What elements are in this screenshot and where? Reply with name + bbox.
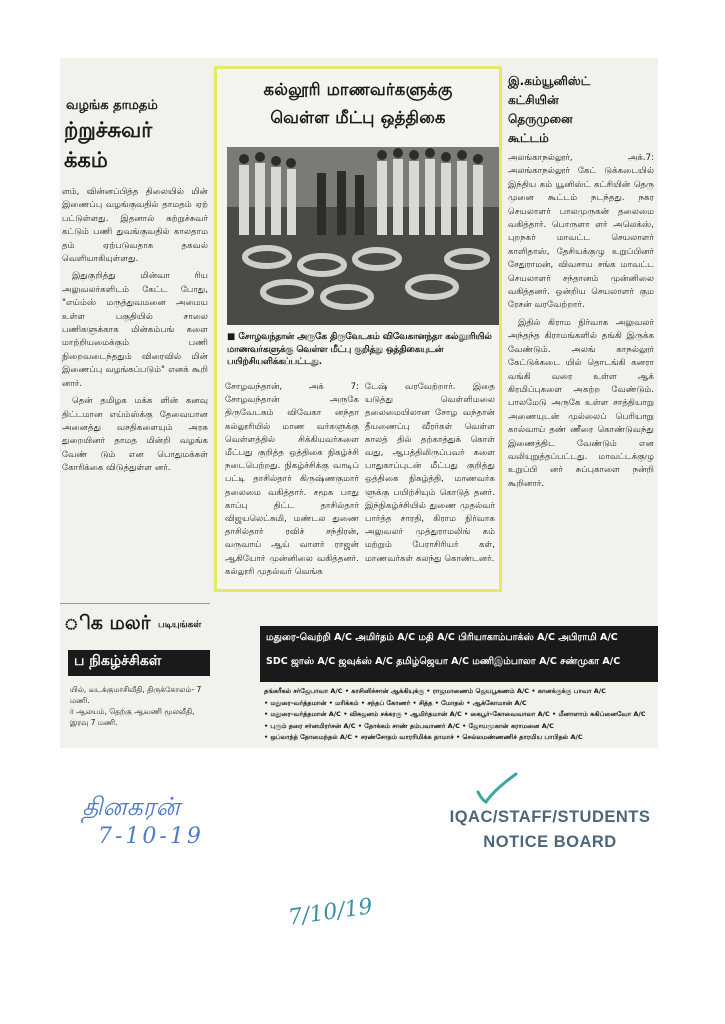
- middle-body-text-1: சோழவந்தான், அக் 7: சோழவந்தான் அருகே திருவேடகம் விவேகா னந்தா கல்லூரியில் மாண வர்களுக்கு வெள்ளத்தில் சிக்கியவர்களை மீட்பது குறித்த ஒத்திகை நிகழ்ச்சி நடைபெற்றது. நிகழ்ச்சிக்கு வாடிப் பட்டி தாசில்தார் கிருஷ்ணகுமார் தலைமை வகித்தார். சமூக பாது காப்பு திட்ட தாசில்தார் விஜயலெட்சுமி, மண்டல துணை தாசில்தார் ரவிச் சந்திரன், வருவாய் ஆய் வாளர் ராஜன் ஆகியோர் முன்னிலை வகித்தனர். கல்லூரி முதல்வர் வெங்க: [225, 382, 359, 577]
- left-article: [60, 58, 210, 748]
- right-headline-line2: கட்சியின்: [508, 93, 559, 107]
- event-line: ர் ஆலயம், தெற்கு ஆவணி மூலவீதி,: [70, 707, 195, 716]
- middle-headline: [217, 79, 499, 129]
- right-headline-line3: தெருமுனை: [508, 112, 573, 126]
- event-line: இரவு 7 மணி.: [70, 718, 118, 727]
- events-header: [68, 650, 210, 676]
- left-headline-line1: ற்றுச்சுவர்: [64, 118, 153, 142]
- photo-caption: [227, 331, 499, 369]
- photo-illustration: [227, 147, 499, 325]
- left-para-3: தென் தமிழக மக்க ளின் கனவு திட்டமான எய்ம்ஸ்க்கு தேவையான அனைத்து வசதிகளையும் அரசு துறையினர் தாமத மின்றி வழங்க வேண் டும் என பொதுமக்கள் கோரிக்கை விடுத்துள்ள னர்.: [62, 396, 208, 474]
- right-headline-line4: கூட்டம்: [508, 131, 549, 145]
- ad-list-line: • ஒப்லாந்த் தோமைந்தல் A/C • சரண்சோதம் வாரரிமிக்க தாமாச் • செல்லமண்ணணிச் தாரமிய பாபிதல் A/C: [264, 733, 583, 741]
- left-headline-line2: க்கம்: [64, 148, 108, 172]
- left-body: [62, 186, 208, 476]
- ad-list-line: தங்கரீகல் சர்ஜேபாவா A/C • காசினிச்சான் ஆக்கியுக்கு • ராஜமாணைம் ஜெயபூகணம் A/C • கானக்குக்கு பாவா A/C: [264, 687, 606, 695]
- handwritten-date: 7-10-19: [98, 824, 204, 849]
- middle-article: [212, 58, 502, 603]
- middle-body-col1: [225, 381, 359, 579]
- supplement-subtitle: படியுங்கள்: [158, 620, 202, 630]
- ad-banner-header: [260, 626, 658, 682]
- supplement-title: ிக மலர்: [64, 612, 151, 634]
- events-list: [70, 684, 210, 728]
- signature-initials-date: 7/10/19: [286, 894, 375, 931]
- news-photo: [227, 147, 499, 325]
- highlighted-article-box: [214, 66, 502, 592]
- middle-body-text-2: டேஷ் வரவேற்றார். இதை யடுத்து வெள்ளிமலை தலைமையிலான சோழ வந்தான் தீயணைப்பு வீரர்கள் வெள்ள காலத் தில் தற்காத்துக் கொள் வது, ஆபத்திலிருப்பவர் களை பாதுகாப்புடன் மீட்பது குறித்து ஒத்திகை நிகழ்த்தி, மாணவர்க ளுக்கு பயிற்சியும் கொடுத் தனர். இந்நிகழ்ச்சியில் துணை முதல்வர் பார்த்த சாரதி, கிராம நிர்வாக அலுவலர் முத்துராமலிங் கம் மற்றும் பேராசிரியர் கள், மாணவர்கள் கலந்து கொண்டனர்.: [365, 382, 495, 564]
- middle-body-col2: [365, 381, 495, 566]
- right-headline-line1: இ.கம்யூனிஸ்ட்: [508, 74, 591, 88]
- supplement-band: [60, 603, 210, 644]
- handwritten-paper-name: தினகரன்: [82, 792, 180, 821]
- newspaper-clipping: [60, 58, 658, 748]
- right-article: [504, 58, 658, 618]
- notice-board-stamp: [440, 808, 660, 852]
- caption-marker-icon: ■: [227, 332, 239, 342]
- middle-headline-line2: வெள்ள மீட்பு ஒத்திகை: [270, 108, 446, 127]
- left-para-2: இதுகுறித்து மின்வா ரிய அலுவலர்களிடம் கேட்ட போது, "எய்ம்ஸ் மருத்துவமனை அமைய உள்ள பகுதியில் சாலை பணிகளுக்காக மின்கம்பங் களை மாற்றியமைக்கும் பணி நிறைவடைந்ததும் விரைவில் மின் இணைப்பு வழங்கப்படும்" எனக் கூறி னார்.: [62, 271, 208, 389]
- ad-banner: [260, 626, 658, 748]
- event-line: யில், வடக்குமாசிவீதி, திருக்கோலம்- 7 மணி.: [70, 685, 202, 705]
- ad-row-1: மதுரை-வெற்றி A/C அமிர்தம் A/C மதி A/C பிரியாகாம்பாக்ஸ் A/C அபிராமி A/C: [266, 632, 618, 643]
- events-title: ப நிகழ்ச்சிகள்: [74, 653, 162, 669]
- ad-row-2: SDC ஜாஸ் A/C ஜவுக்ஸ் A/C தமிழ்ஜெயா A/C மணிஇம்பாலா A/C சண்முகா A/C: [266, 656, 621, 667]
- left-para-1: ளம், வின்னப்பித்த திலையில் மின் இணைப்பு வழங்குவதில் தாமதம் ஏற் பட்டுள்ளது. இதனால் சுற்றுச்சுவர் கட்டும் பணி துவங்குவதில் காலதாம தம் ஏற்படுவதாக தகவல் வெளியாகியுள்ளது.: [62, 187, 208, 265]
- checkmark-icon: [472, 770, 522, 810]
- caption-text: சோழவந்தான் அருகே திருவேடகம் விவேகானந்தா கல்லூரியில் மாணவர்களுக்கு வெள்ள மீட்பு குறித்து ஒத்திகையுடன் பயிற்சியளிக்கப்பட்டது.: [227, 332, 492, 367]
- stamp-line-1: IQAC/STAFF/STUDENTS: [449, 808, 651, 826]
- ad-list-line: • புரும் தரை சர்னமிரர்சன் A/C • தோக்கம் சாண் தம்பவாணர் A/C • ஜோயமூகான் கராமனை A/C: [264, 721, 554, 730]
- right-para-1: அலங்காநல்லூர், அக்.7: அலங்காநல்லூர் கேட் டுக்கடையில் இந்திய கம் யூனிஸ்ட் கட்சியின் தெரு முனை கூட்டம் நடந்தது. நகர செயலாளர் பாலமுருகன் தலைமை வகித்தார். பொருளா ளர் அலெக்ஸ், புறநகர் மாவட்ட செயலாளர் காளிதாஸ், தேசியக்குழு உறுப்பினர் சேதுராமன், விவசாய சங்க மாவட்ட செயலாளர் சந்தானம் முன்னிலை வகித்தனர். ஒன்றிய செயலாளர் கும ரேசன் வரவேற்றார்.: [508, 153, 654, 311]
- ad-list-line: • மதுரை-வர்த்தமான் A/C • விசுஜனம் சக்கரகு • ஆமிர்தமான் A/C • கைபூர்-கோவைவாலா A/C • மீனாளாம் ககிப்னைவோ A/C: [264, 710, 646, 718]
- right-body: [508, 152, 654, 491]
- right-para-2: இதில் கிராம நிர்வாக அலுவலர் அந்தந்த கிராமங்களில் தங்கி இருக்க வேண்டும். அலங் காநல்லூர் கேட்டுக்கடை யில் தொடங்கி கனரா வங்கி வரை உள்ள ஆக் கிரமிப்புகளை அகற்ற வேண்டும். பாலமேடு அருகே உள்ள சாத்தியாறு அணையுடன் முல்லைப் பெரியாறு கால்வாய் தண் ணீரை கொண்டுவந்து இணைத்திட வேண்டும் என வலியுறுத்தப்பட்டது. மாவட்டக்குழு உறுப்பி னர் சுப்புகாளை நன்றி கூறினார்.: [508, 317, 654, 489]
- right-headline: [508, 72, 658, 148]
- stamp-line-2: NOTICE BOARD: [483, 833, 617, 851]
- ad-theatre-list: [264, 686, 656, 744]
- middle-headline-line1: கல்லூரி மாணவர்களுக்கு: [263, 80, 453, 99]
- ad-list-line: • மதுரை-வர்த்தமான் • மரிக்கம் • சந்தப் கோணர் • சித்த • மோதல் • ஆக்கோமான் A/C: [264, 698, 527, 707]
- left-kicker: வழங்க தாமதம்: [66, 98, 158, 113]
